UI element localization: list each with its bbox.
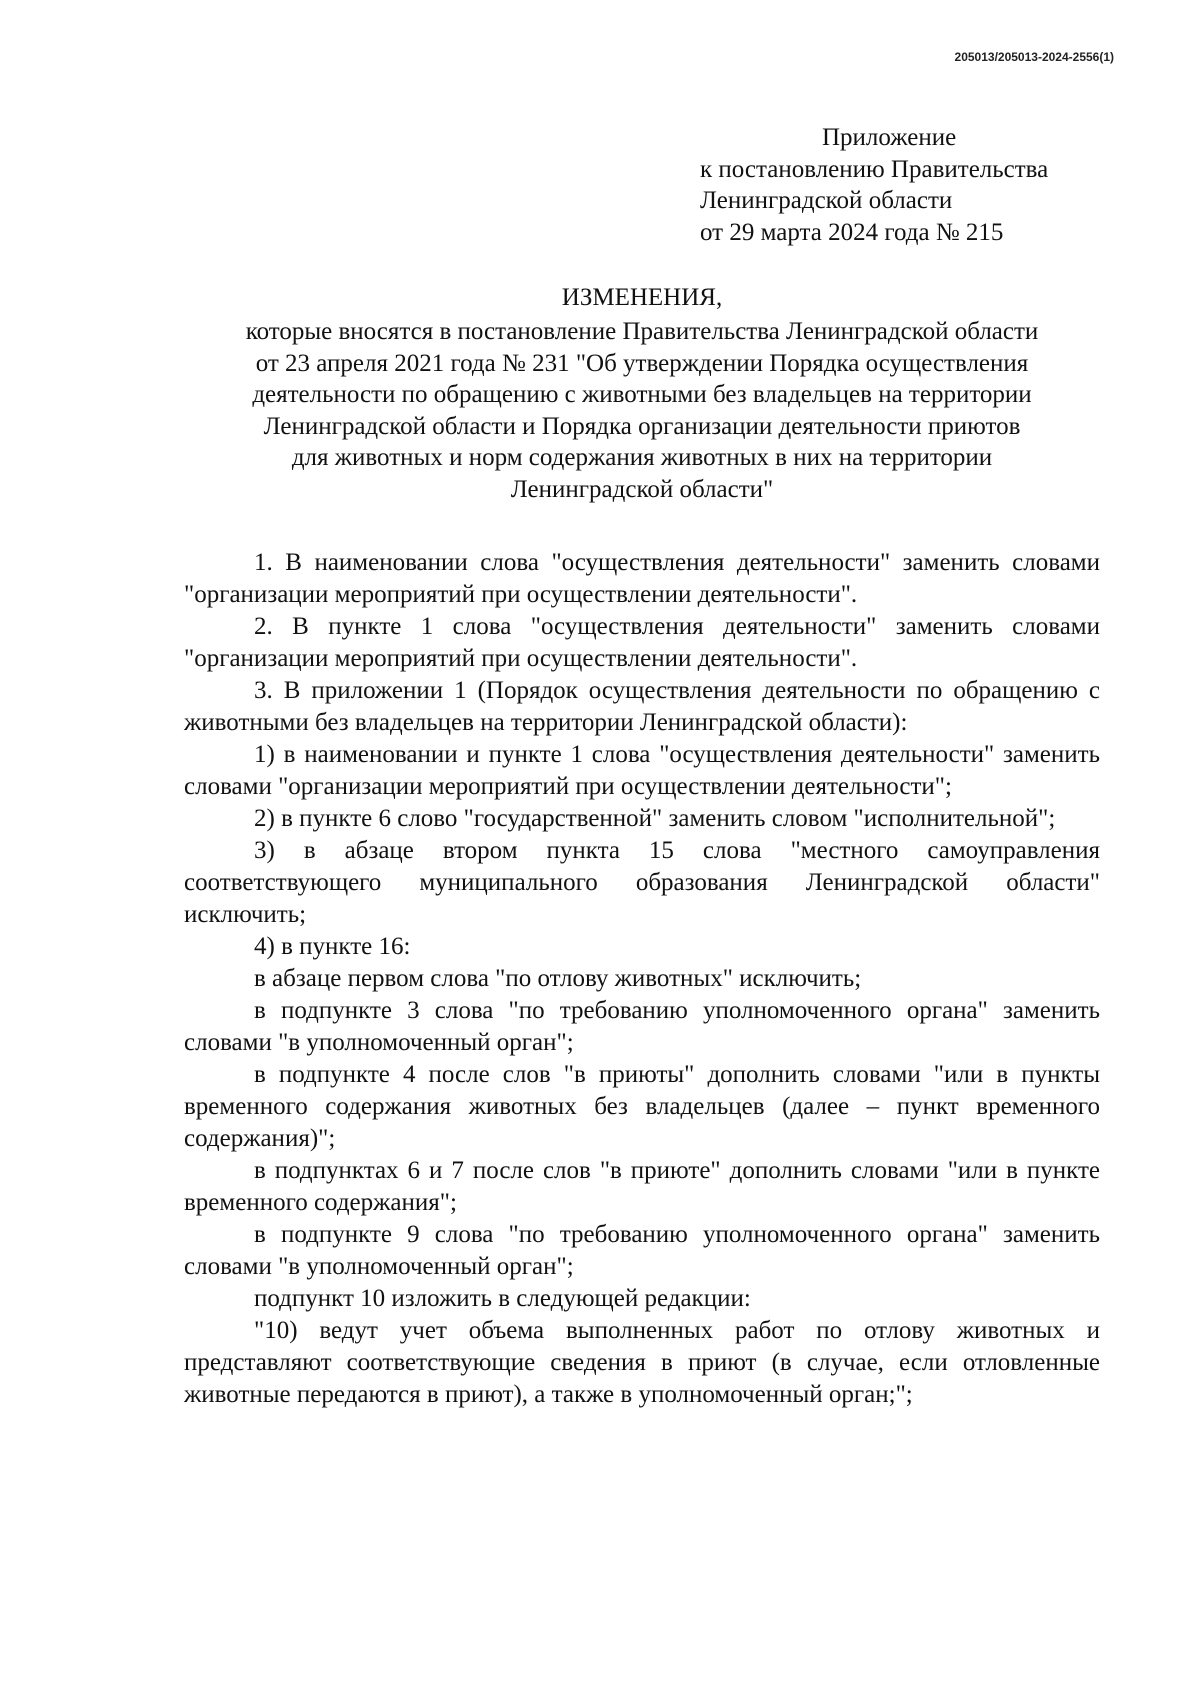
- paragraph-3-2: 2) в пункте 6 слово "государственной" заменить словом "исполнительной";: [254, 805, 1056, 832]
- document-subtitle: [184, 316, 1100, 505]
- appendix-label: Приложение: [822, 124, 957, 151]
- subtitle-line: Ленинградской области": [510, 475, 774, 503]
- appendix-region-line: Ленинградской области: [700, 187, 953, 214]
- appendix-resolution-line: к постановлению Правительства: [700, 155, 1049, 183]
- document-id: 205013/205013-2024-2556(1): [954, 50, 1114, 64]
- paragraph-2: 2. В пункте 1 слова "осуществления деятельности" заменить словами "организации мероприятий при осуществлении деятельности".: [184, 613, 1100, 672]
- paragraph-3-4-b: в подпункте 3 слова "по требованию уполномоченного органа" заменить словами "в уполномоченный орган";: [184, 997, 1100, 1056]
- paragraph-3-4-c: в подпункте 4 после слов "в приюты" дополнить словами "или в пункты временного содержания животных без владельцев (далее – пункт временного содержания)";: [184, 1061, 1100, 1152]
- document-title: ИЗМЕНЕНИЯ,: [561, 284, 723, 311]
- paragraph-3-4-e: в подпункте 9 слова "по требованию уполномоченного органа" заменить словами "в уполномоченный орган";: [184, 1221, 1100, 1280]
- paragraph-3-1: 1) в наименовании и пункте 1 слова "осуществления деятельности" заменить словами "организации мероприятий при осуществлении деятельности";: [184, 741, 1100, 800]
- paragraph-1: 1. В наименовании слова "осуществления деятельности" заменить словами "организации мероприятий при осуществлении деятельности".: [184, 549, 1100, 608]
- paragraph-3-4-f: подпункт 10 изложить в следующей редакции:: [254, 1285, 751, 1312]
- paragraph-3-4: 4) в пункте 16:: [254, 933, 411, 960]
- subtitle-line: для животных и норм содержания животных в них на территории: [291, 444, 993, 471]
- appendix-header: [700, 122, 1140, 248]
- subtitle-line: деятельности по обращению с животными без владельцев на территории: [252, 381, 1032, 408]
- paragraph-3-3: 3) в абзаце втором пункта 15 слова "местного самоуправления соответствующего муниципального образования Ленинградской области" исключить;: [184, 837, 1100, 928]
- subtitle-line: от 23 апреля 2021 года № 231 "Об утверждении Порядка осуществления: [255, 349, 1029, 377]
- paragraph-3-4-d: в подпунктах 6 и 7 после слов "в приюте" дополнить словами "или в пункте временного содержания";: [184, 1157, 1100, 1216]
- paragraph-3-4-g: "10) ведут учет объема выполненных работ по отлову животных и представляют соответствующие сведения в приют (в случае, если отловленные животные передаются в приют), а также в уполномоченный орган;";: [184, 1317, 1100, 1408]
- subtitle-line: Ленинградской области и Порядка организации деятельности приютов: [263, 412, 1021, 440]
- appendix-date-line: от 29 марта 2024 года № 215: [700, 218, 1004, 246]
- subtitle-line: которые вносятся в постановление Правительства Ленинградской области: [245, 318, 1039, 345]
- paragraph-3-4-a: в абзаце первом слова "по отлову животных" исключить;: [254, 965, 862, 992]
- document-body: [184, 547, 1100, 1411]
- paragraph-3: 3. В приложении 1 (Порядок осуществления деятельности по обращению с животными без владельцев на территории Ленинградской области):: [184, 677, 1100, 736]
